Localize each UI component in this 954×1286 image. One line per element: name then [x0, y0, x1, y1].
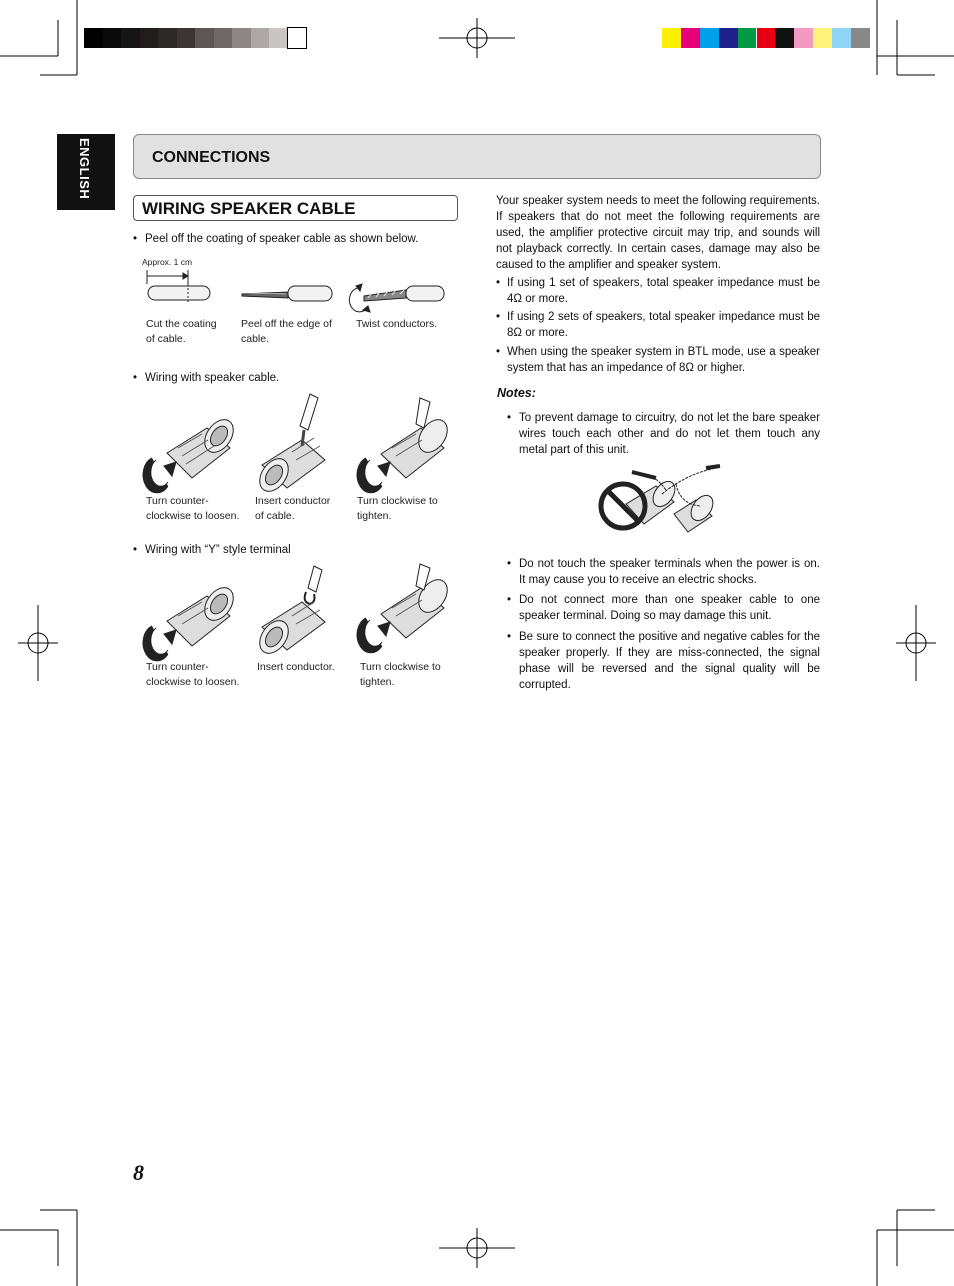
color-swatch — [681, 28, 700, 48]
color-swatch — [775, 28, 794, 48]
color-swatch — [269, 28, 288, 48]
bullet-dot: • — [507, 412, 512, 424]
note-item: Be sure to connect the positive and negative cables for the speaker properly. If they are miss-connected, the signal phase will be reversed and the signal quality will be corrupted. — [519, 631, 820, 691]
note-item: Do not touch the speaker terminals when the power is on. It may cause you to receive an electric shocks. — [519, 558, 820, 586]
color-swatch — [851, 28, 870, 48]
terminal-loosen-illustration — [142, 408, 242, 498]
terminal-tighten-illustration — [356, 396, 456, 506]
color-swatch — [84, 28, 103, 48]
requirements-intro: Your speaker system needs to meet the following requirements. If speakers that do not meet the following requirements are used, the amplifier protective circuit may trip, and sounds will not playback correctly. In certain cases, damage may also be caused to the amplifier and speaker system. — [496, 195, 820, 271]
requirement-item: If using 1 set of speakers, total speaker impedance must be 4Ω or more. — [507, 277, 820, 305]
bullet-dot: • — [496, 277, 501, 289]
page-number: 8 — [133, 1160, 144, 1185]
color-swatch — [719, 28, 738, 48]
color-swatch — [662, 28, 681, 48]
y-terminal-tighten-illustration — [356, 564, 456, 664]
cable-twisted-illustration — [352, 276, 452, 316]
color-swatch — [177, 28, 196, 48]
color-swatch — [121, 28, 140, 48]
language-tab-label: ENGLISH — [77, 138, 92, 200]
subsection-header — [133, 195, 458, 221]
color-swatch — [214, 28, 233, 48]
section-title: CONNECTIONS — [152, 149, 271, 166]
bullet-dot: • — [507, 594, 512, 606]
step1-caption-peel: Peel off the edge of cable. — [241, 318, 332, 345]
peel-instruction: Peel off the coating of speaker cable as shown below. — [145, 233, 419, 245]
y-terminal-loosen-illustration — [142, 576, 242, 666]
approx-label: Approx. 1 cm — [142, 257, 193, 267]
note-item: To prevent damage to circuitry, do not let the bare speaker wires touch each other and do not let them touch any metal part of this unit. — [519, 412, 820, 456]
step3-caption-insert: Insert conductor. — [257, 661, 335, 673]
step1-caption-cut: Cut the coating of cable. — [146, 318, 217, 345]
bullet-dot: • — [133, 233, 138, 245]
step2-caption-tighten: Turn clockwise to tighten. — [357, 495, 438, 522]
color-swatch — [158, 28, 177, 48]
step3-caption-tighten: Turn clockwise to tighten. — [360, 661, 441, 688]
step2-caption-insert: Insert conductor of cable. — [255, 495, 331, 522]
step3-caption-loosen: Turn counter-clockwise to loosen. — [146, 661, 240, 688]
color-swatch — [103, 28, 122, 48]
requirement-item: If using 2 sets of speakers, total speaker impedance must be 8Ω or more. — [507, 311, 820, 339]
bullet-dot: • — [496, 346, 501, 358]
color-swatch — [832, 28, 851, 48]
color-swatch — [251, 28, 270, 48]
color-swatch — [232, 28, 251, 48]
bullet-dot: • — [133, 544, 138, 556]
bullet-dot: • — [496, 311, 501, 323]
y-terminal-insert-illustration — [252, 562, 352, 672]
step1-caption-twist: Twist conductors. — [356, 318, 438, 330]
y-terminal-instruction: Wiring with “Y” style terminal — [145, 544, 291, 556]
section-header — [133, 134, 821, 179]
bullet-dot: • — [507, 558, 512, 570]
note-item: Do not connect more than one speaker cable to one speaker terminal. Doing so may damage this unit. — [519, 594, 820, 622]
color-swatch — [813, 28, 832, 48]
cable-peeled-illustration — [240, 284, 340, 314]
cable-cut-illustration — [142, 268, 222, 308]
color-swatch — [794, 28, 813, 48]
step2-caption-loosen: Turn counter-clockwise to loosen. — [146, 495, 240, 522]
bullet-dot: • — [507, 631, 512, 643]
color-swatch — [700, 28, 719, 48]
color-swatch — [738, 28, 757, 48]
color-swatch — [757, 28, 776, 48]
requirement-item: When using the speaker system in BTL mode, use a speaker system that has an impedance of 8Ω or higher. — [507, 346, 820, 374]
terminal-insert-illustration — [252, 390, 352, 510]
notes-title: Notes: — [497, 386, 536, 400]
prohibited-wires-illustration — [596, 464, 726, 544]
wiring-instruction: Wiring with speaker cable. — [145, 372, 280, 384]
bullet-dot: • — [133, 372, 138, 384]
color-swatch — [140, 28, 159, 48]
color-swatch — [288, 28, 307, 48]
subsection-title: WIRING SPEAKER CABLE — [142, 199, 356, 218]
language-tab — [57, 134, 115, 210]
color-swatch — [195, 28, 214, 48]
